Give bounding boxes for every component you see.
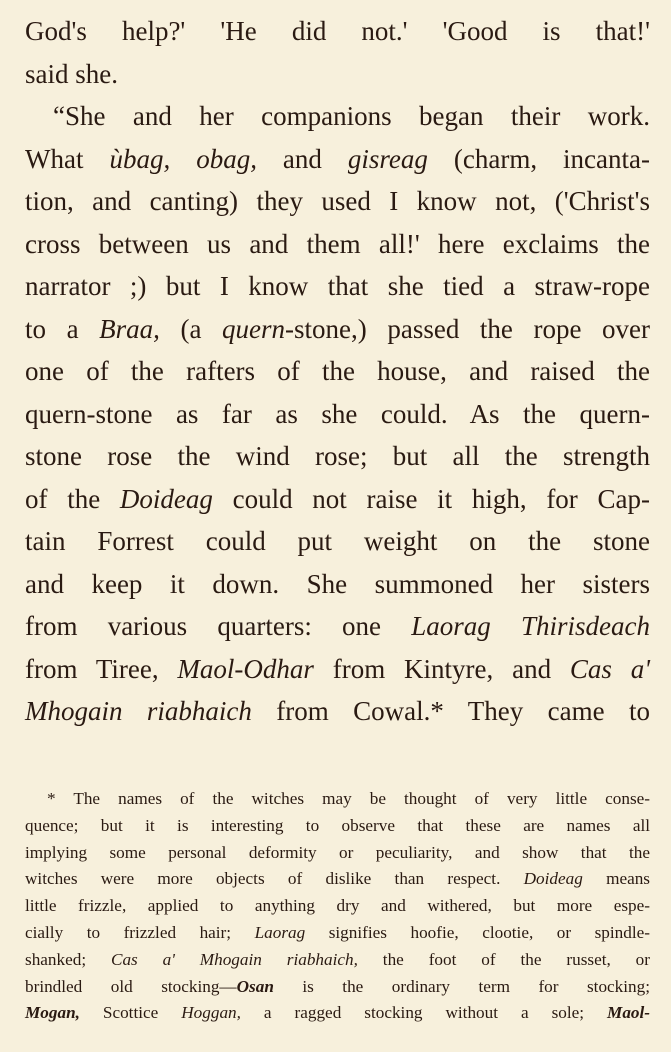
body-line: from various quarters: one Laorag Thirisdeach: [25, 611, 650, 641]
body-line: one of the rafters of the house, and raised the: [25, 356, 650, 386]
footnote-line: brindled old stocking—Osan is the ordinary term for stocking;: [25, 976, 650, 996]
body-line: of the Doideag could not raise it high, for Cap-: [25, 483, 650, 514]
body-line: What ùbag, obag, and gisreag (charm, incanta-: [25, 143, 650, 174]
footnote-line: little frizzle, applied to anything dry and withered, but more espe-: [25, 896, 650, 916]
footnote-line: Mogan, Scottice Hoggan, a ragged stocking without a sole; Maol-: [25, 1003, 650, 1023]
footnote-line: shanked; Cas a' Mhogain riabhaich, the foot of the russet, or: [25, 949, 650, 969]
footnote-line: quence; but it is interesting to observe that these are names all: [25, 815, 650, 835]
footnote-line: witches were more objects of dislike than respect. Doideag means: [25, 869, 650, 889]
body-line: cross between us and them all!' here exclaims the: [25, 228, 650, 259]
italic-term: Doideag: [119, 483, 213, 514]
italic-term: Cas a' Mhogain riabhaich,: [111, 949, 358, 969]
italic-term: Hoggan,: [181, 1003, 241, 1023]
footnote: [25, 786, 650, 1027]
italic-term: Cas a': [569, 653, 651, 684]
bold-italic-term: Mogan,: [25, 1003, 80, 1023]
italic-term: gisreag: [347, 143, 428, 174]
footnote-line: implying some personal deformity or peculiarity, and show that the: [25, 842, 650, 862]
body-line: God's help?' 'He did not.' 'Good is that!': [25, 16, 650, 46]
body-line: to a Braa, (a quern-stone,) passed the rope over: [25, 313, 650, 344]
body-text: [25, 10, 650, 733]
footnote-line: cially to frizzled hair; Laorag signifies hoofie, clootie, or spindle-: [25, 922, 650, 942]
italic-term: ùbag,: [109, 143, 171, 174]
italic-term: Laorag Thirisdeach: [411, 611, 650, 641]
italic-term: quern: [222, 313, 286, 344]
italic-term: Maol-Odhar: [177, 653, 314, 684]
bold-italic-term: Osan: [236, 976, 274, 996]
italic-term: Braa,: [99, 313, 160, 344]
italic-term: Mhogain riabhaich: [25, 696, 252, 726]
italic-term: Doideag: [523, 869, 583, 889]
bold-italic-term: Maol-: [607, 1003, 650, 1023]
italic-term: Laorag: [254, 922, 306, 942]
body-line: from Tiree, Maol-Odhar from Kintyre, and Cas a': [25, 653, 651, 684]
italic-term: obag,: [196, 143, 257, 174]
footnote-line: * The names of the witches may be thought of very little conse-: [47, 789, 650, 808]
body-line: said she.: [25, 58, 118, 89]
body-line: quern-stone as far as she could. As the quern-: [25, 398, 650, 429]
body-line: tain Forrest could put weight on the stone: [25, 526, 650, 556]
body-line: and keep it down. She summoned her sisters: [25, 568, 650, 599]
body-line: narrator ;) but I know that she tied a straw-rope: [25, 271, 650, 301]
body-line: “She and her companions began their work.: [53, 101, 650, 131]
body-line: stone rose the wind rose; but all the strength: [25, 441, 650, 471]
body-line: tion, and canting) they used I know not, ('Christ's: [25, 186, 650, 216]
body-line: Mhogain riabhaich from Cowal.* They came to: [25, 696, 650, 726]
